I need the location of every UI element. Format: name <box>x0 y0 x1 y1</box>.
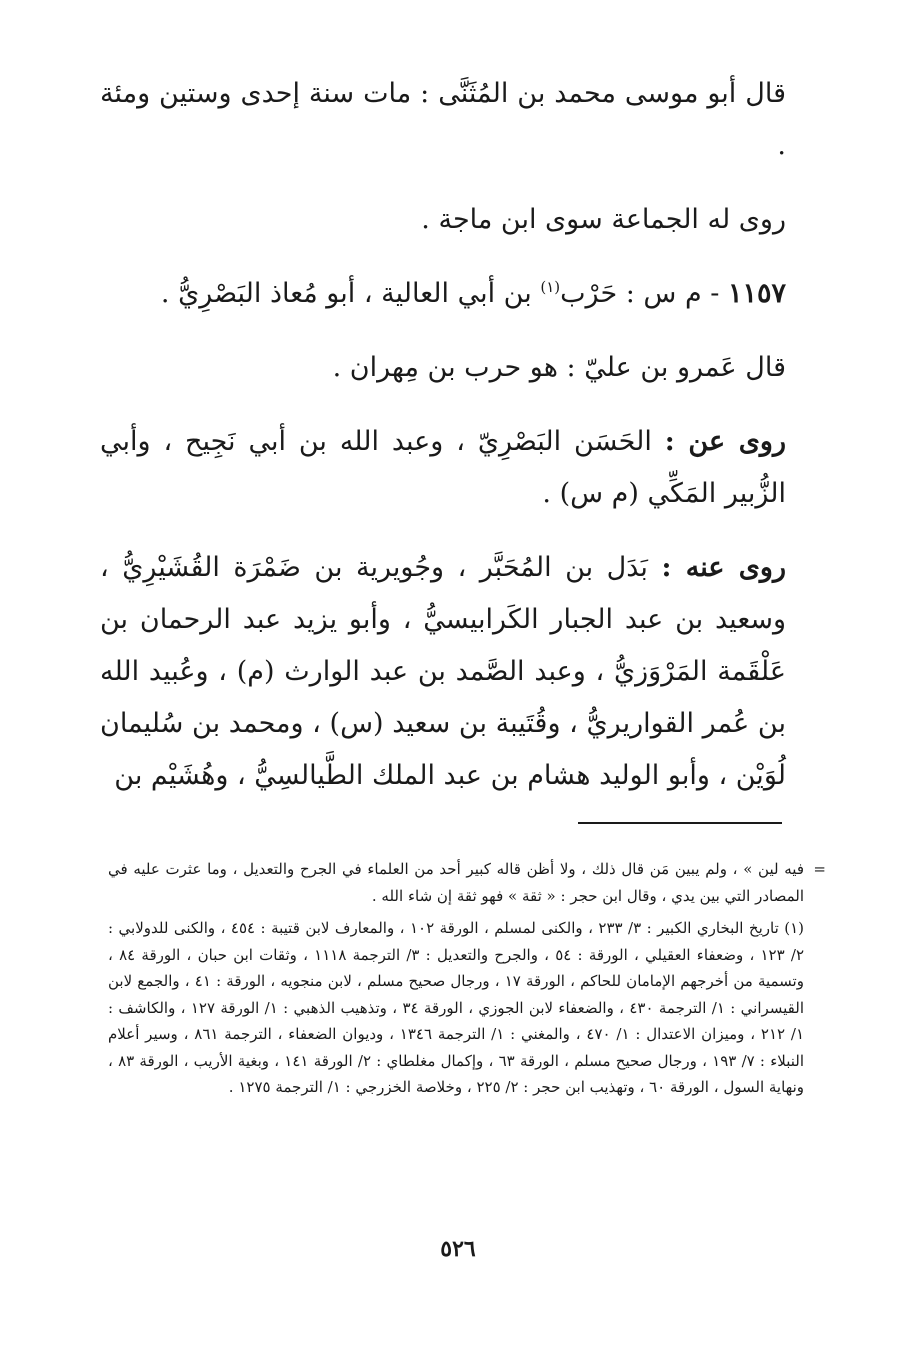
entry-heading <box>100 268 786 320</box>
footnote-continuation-text: فيه لين » ، ولم يبين مَن قال ذلك ، ولا أظن قاله كبير أحد من العلماء في الجرح والتعديل ، وما عثرت عليه في المصادر التي بين يدي ، وقال ابن حجر : « ثقة » فهو ثقة إن شاء الله . <box>108 860 804 905</box>
entry-number: ١١٥٧ <box>727 278 786 309</box>
continuation-mark: = <box>813 860 826 878</box>
narrated-by-paragraph <box>100 542 786 802</box>
narrated-by-text: بَدَل بن المُحَبَّر ، وجُويرية بن ضَمْرَة القُشَيْرِيُّ ، وسعيد بن عبد الجبار الكَرابيسيُّ ، وأبو يزيد عبد الرحمان بن عَلْقَمة المَرْوَزيُّ ، وعبد الصَّمد بن عبد الوارث (م) ، وعُبيد الله بن عُمر القواريريُّ ، وقُتَيبة بن سعيد (س) ، ومحمد بن سُليمان لُوَيْن ، وأبو الوليد هشام بن عبد الملك الطَّيالسِيُّ ، وهُشَيْم بن <box>100 552 786 791</box>
death-year-paragraph: قال أبو موسى محمد بن المُثَنَّى : مات سنة إحدى وستين ومئة . <box>100 78 786 161</box>
entry-name: حَرْب <box>560 278 618 309</box>
footnote-reference: (١) <box>540 278 561 296</box>
entry-sigla: - م س : <box>625 278 720 309</box>
narrators-paragraph: روى له الجماعة سوى ابن ماجة . <box>421 204 786 235</box>
footnotes <box>108 856 826 1101</box>
narrated-from-text: الحَسَن البَصْرِيّ ، وعبد الله بن أبي نَجِيح ، وأبي الزُّبير المَكِّي (م س) . <box>100 426 786 509</box>
footnote-1: (١) تاريخ البخاري الكبير : ٣/ ٢٣٣ ، والكنى لمسلم ، الورقة ١٠٢ ، والمعارف لابن قتيبة : ٤٥٤ ، والكنى للدولابي : ٢/ ١٢٣ ، وضعفاء العقيلي ، الورقة : ٥٤ ، والجرح والتعديل : ٣/ الترجمة ١١١٨ ، وثقات ابن حبان ، الورقة ٨٤ ، وتسمية من أخرجهم الإمامان للحاكم ، الورقة ١٧ ، ورجال صحيح مسلم ، لابن منجويه ، الورقة : ٤١ ، والجمع لابن القيسراني : ١/ الترجمة ٤٣٠ ، والضعفاء لابن الجوزي ، الورقة ٣٤ ، وتذهيب الذهبي : ١/ الورقة ١٢٧ ، والكاشف : ١/ ٢١٢ ، وميزان الاعتدال : ١/ ٤٧٠ ، والمغني : ١/ الترجمة ١٣٤٦ ، وديوان الضعفاء ، الترجمة ٨٦١ ، وسير أعلام النبلاء : ٧/ ١٩٣ ، ورجال صحيح مسلم ، الورقة ٦٣ ، وإكمال مغلطاي : ٢/ الورقة ١٤١ ، وبغية الأريب ، الورقة ٨٣ ، ونهاية السول ، الورقة ٦٠ ، وتهذيب ابن حجر : ٢/ ٢٢٥ ، وخلاصة الخزرجي : ١/ الترجمة ١٢٧٥ . <box>108 919 805 1096</box>
alias-paragraph: قال عَمرو بن عليّ : هو حرب بن مِهران . <box>332 352 786 383</box>
narrated-by-label: روى عنه : <box>661 552 786 583</box>
entry-name-rest: بن أبي العالية ، أبو مُعاذ البَصْرِيُّ . <box>160 278 532 309</box>
footnote-separator <box>578 822 782 824</box>
footnote-continuation <box>108 856 826 909</box>
main-text <box>100 68 786 802</box>
narrated-from-paragraph <box>100 416 786 520</box>
narrated-from-label: روى عن : <box>664 426 786 457</box>
page-number: ٥٢٦ <box>440 1236 476 1262</box>
